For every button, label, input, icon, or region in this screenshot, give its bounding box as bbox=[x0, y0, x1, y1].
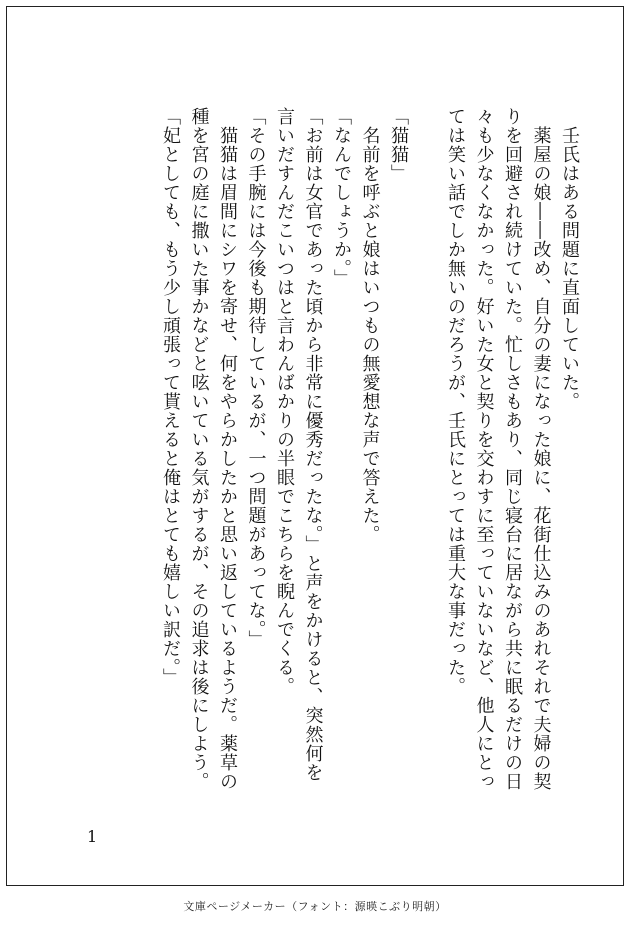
text-line: 薬屋の娘――改め、自分の妻になった娘に、花街仕込みのあれそれで夫婦の契 bbox=[530, 107, 552, 791]
text-line: 壬氏はある問題に直面していた。 bbox=[559, 107, 580, 411]
text-line: 「その手腕には今後も期待しているが、一つ問題があってな。」 bbox=[245, 107, 267, 649]
text-line: 種を宮の庭に撒いた事かなどと呟いている気がするが、その追求は後にしよう。 bbox=[188, 107, 210, 791]
footer-credit: 文庫ページメーカー（フォント：源暎こぶり明朝） bbox=[183, 900, 447, 913]
text-line: 名前を呼ぶと娘はいつもの無愛想な声で答えた。 bbox=[359, 107, 381, 544]
text-line: 々も少なくなかった。好いた女と契りを交わすに至っていないなど、他人にとっ bbox=[473, 107, 495, 791]
page-number: 1 bbox=[87, 827, 98, 846]
text-line: ては笑い話でしか無いのだろうが、壬氏にとっては重大な事だった。 bbox=[445, 107, 466, 696]
text-line: 「猫猫」 bbox=[388, 107, 409, 183]
text-line: 「お前は女官であった頃から非常に優秀だったな。」と声をかけると、突然何を bbox=[302, 107, 324, 782]
vertical-body-text bbox=[156, 107, 584, 807]
text-line: 猫猫は眉間にシワを寄せ、何をやらかしたかと思い返しているようだ。薬草の bbox=[217, 107, 238, 791]
text-line: りを回避され続けていた。忙しさもあり、同じ寝台に居ながら共に眠るだけの日 bbox=[502, 107, 523, 791]
text-line: 「妃としても、もう少し頑張って貰えると俺はとても嬉しい訳だ。」 bbox=[160, 107, 181, 687]
blank-line bbox=[412, 107, 441, 807]
text-line: 「なんでしょうか。」 bbox=[331, 107, 352, 288]
book-page bbox=[6, 6, 624, 886]
text-line: 言いだすんだこいつはと言わんばかりの半眼でこちらを睨んでくる。 bbox=[274, 107, 295, 696]
